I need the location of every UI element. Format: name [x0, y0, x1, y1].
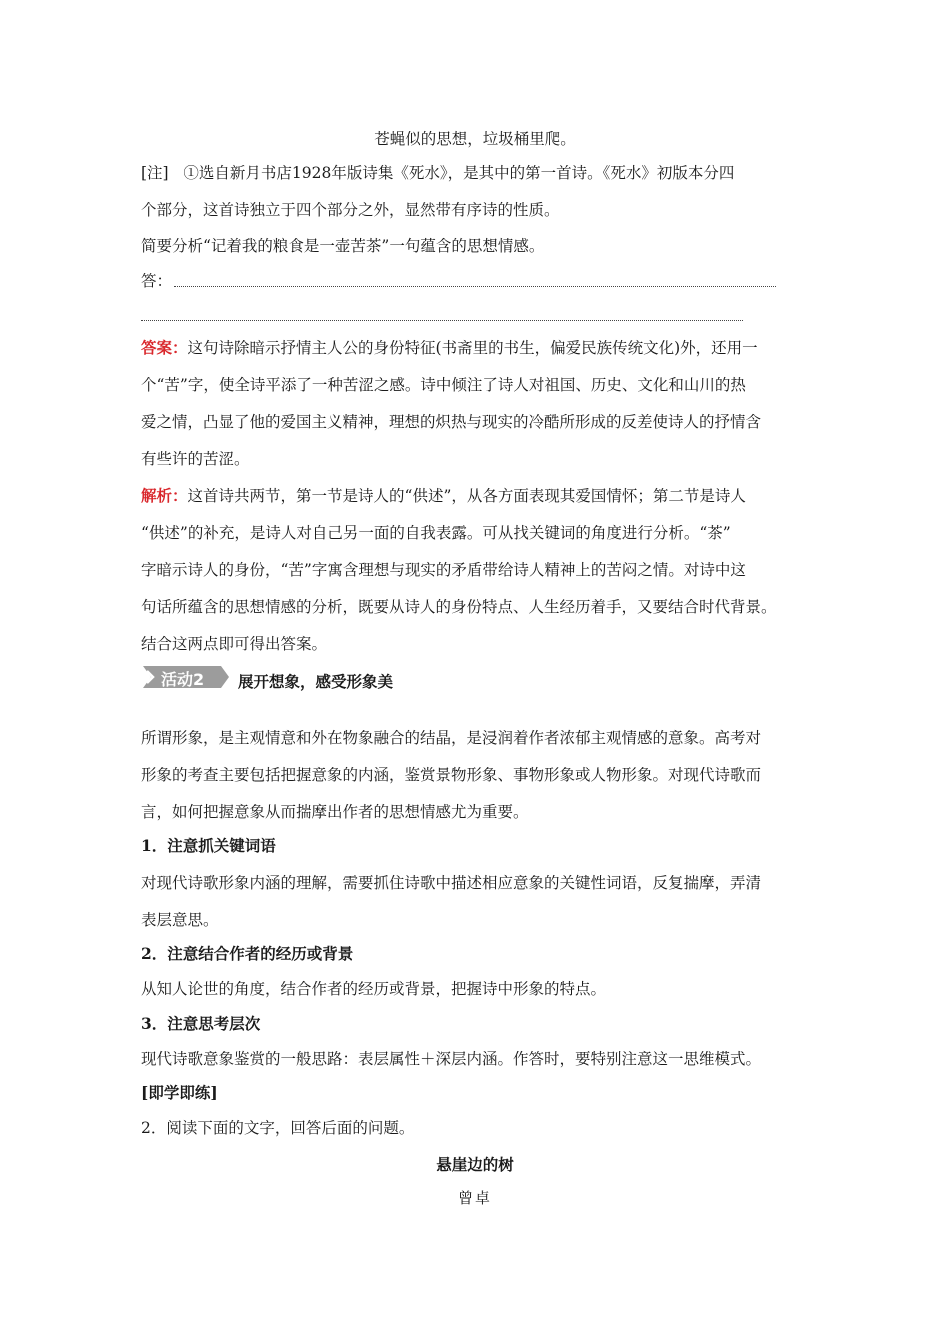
poem-closing-line: 苍蝇似的思想，垃圾桶里爬。: [374, 130, 576, 148]
analysis-label: 解析：: [141, 486, 188, 505]
activity-badge-label: 活动2: [161, 670, 205, 689]
note-line-2: 个部分，这首诗独立于四个部分之外，显然带有序诗的性质。: [141, 201, 560, 219]
analysis-line-4: 句话所蕴含的思想情感的分析，既要从诗人的身份特点、人生经历着手，又要结合时代背景。: [141, 598, 777, 616]
activity-title: 展开想象，感受形象美: [238, 672, 394, 691]
point-1-line-2: 表层意思。: [141, 911, 219, 929]
note-line-1: [141, 162, 734, 184]
analysis-line-2: “供述”的补充，是诗人对自己另一面的自我表露。可从找关键词的角度进行分析。“茶”: [141, 524, 731, 542]
answer-blank-line-1: [174, 286, 776, 287]
question-1: 简要分析“记着我的粮食是一壶苦茶”一句蕴含的思想情感。: [141, 237, 545, 255]
answer-prompt: 答：: [141, 272, 173, 290]
intro-line-1: 所谓形象，是主观情意和外在物象融合的结晶，是浸润着作者浓郁主观情感的意象。高考对: [141, 729, 762, 747]
intro-line-2: 形象的考查主要包括把握意象的内涵，鉴赏景物形象、事物形象或人物形象。对现代诗歌而: [141, 766, 762, 784]
answer-line-3: 爱之情，凸显了他的爱国主义精神，理想的炽热与现实的冷酷所形成的反差使诗人的抒情含: [141, 413, 762, 431]
answer-line-2: 个“苦”字，使全诗平添了一种苦涩之感。诗中倾注了诗人对祖国、历史、文化和山川的热: [141, 376, 746, 394]
point-3-line-1: 现代诗歌意象鉴赏的一般思路：表层属性＋深层内涵。作答时，要特别注意这一思维模式。: [141, 1050, 762, 1068]
point-2-heading: 2．注意结合作者的经历或背景: [141, 944, 354, 963]
answer-text-1: 这句诗除暗示抒情主人公的身份特征(书斋里的书生，偏爱民族传统文化)外，还用一: [187, 339, 758, 357]
answer-line-4: 有些许的苦涩。: [141, 450, 250, 468]
question-2: 2．阅读下面的文字，回答后面的问题。: [141, 1119, 415, 1137]
note-text-1: ①选自新月书店1928年版诗集《死水》，是其中的第一首诗。《死水》初版本分四: [183, 164, 735, 182]
point-3-heading: 3．注意思考层次: [141, 1014, 261, 1033]
analysis-line-5: 结合这两点即可得出答案。: [141, 635, 328, 653]
poem-author: 曾卓: [457, 1189, 492, 1207]
poem-title: 悬崖边的树: [436, 1155, 514, 1174]
point-1-heading: 1．注意抓关键词语: [141, 836, 276, 855]
analysis-line-1: [141, 485, 746, 507]
practice-label: [即学即练]: [141, 1083, 218, 1102]
analysis-line-3: 字暗示诗人的身份，“苦”字寓含理想与现实的矛盾带给诗人精神上的苦闷之情。对诗中这: [141, 561, 746, 579]
point-1-line-1: 对现代诗歌形象内涵的理解，需要抓住诗歌中描述相应意象的关键性词语，反复揣摩，弄清: [141, 874, 762, 892]
point-2-line-1: 从知人论世的角度，结合作者的经历或背景，把握诗中形象的特点。: [141, 980, 607, 998]
answer-line-1: [141, 337, 758, 359]
answer-label: 答案：: [141, 338, 188, 357]
analysis-text-1: 这首诗共两节，第一节是诗人的“供述”，从各方面表现其爱国情怀；第二节是诗人: [187, 487, 746, 505]
answer-blank-line-2: [141, 320, 743, 321]
note-label: [注]: [141, 164, 169, 182]
intro-line-3: 言，如何把握意象从而揣摩出作者的思想情感尤为重要。: [141, 803, 529, 821]
